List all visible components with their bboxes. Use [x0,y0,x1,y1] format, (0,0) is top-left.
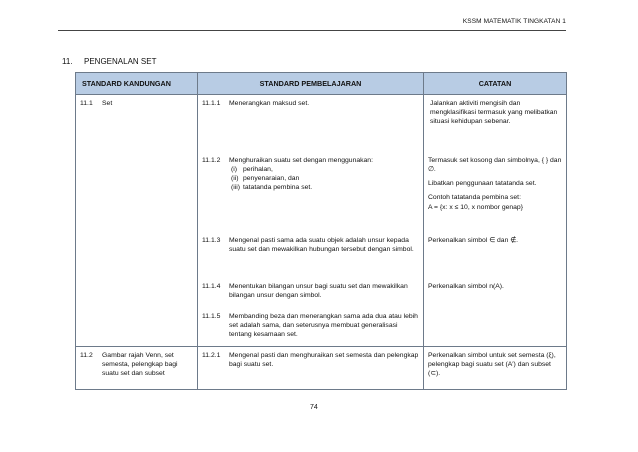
standard-text: Menghuraikan suatu set dengan menggunakan: [229,157,373,164]
catatan-cell [424,278,566,291]
running-header: KSSM MATEMATIK TINGKATAN 1 [462,18,566,25]
kandungan-cell [76,95,197,108]
note-text: Perkenalkan simbol untuk set semesta (ξ), pelengkap bagi suatu set (A′) dan subset (⊂). [428,352,556,377]
kandungan-cell [76,347,197,378]
sub-item: (i) perihalan, [231,166,273,173]
note-text: Contoh tatatanda pembina set: [428,194,521,201]
catatan-cell [424,347,566,378]
standard-text: Menentukan bilangan unsur bagi suatu set dan mewakilkan bilangan unsur dengan simbol. [229,283,408,299]
catatan-cell [424,232,566,245]
table-row [76,95,567,153]
standard-text: Menerangkan maksud set. [229,100,310,107]
section-heading [62,57,156,66]
kandungan-code: 11.1 [80,100,93,107]
note-text: Termasuk set kosong dan simbolnya, { } dan ∅. [428,157,562,173]
learning-standard [198,152,423,192]
sub-item: (ii) penyenaraian, dan [231,175,300,182]
curriculum-table [75,72,567,390]
table-row [76,347,567,390]
standard-text: Mengenal pasti sama ada suatu objek adalah unsur kepada suatu set dan mewakilkan hubungan tersebut dengan simbol. [229,237,414,253]
table-row [76,308,567,347]
catatan-cell [424,152,566,212]
learning-standard [198,278,423,300]
standard-code: 11.1.5 [202,313,221,320]
standard-code: 11.1.1 [202,100,221,107]
section-title: PENGENALAN SET [84,57,157,66]
note-text: A = {x: x ≤ 10, x nombor genap} [428,204,523,211]
header-rule [58,30,566,31]
page-number: 74 [310,404,318,411]
standard-text: Mengenal pasti dan menghuraikan set semesta dan pelengkap bagi suatu set. [229,352,419,368]
kandungan-text: Gambar rajah Venn, set semesta, pelengkap bagi suatu set dan subset [102,352,178,377]
table-header-row [76,73,567,95]
standard-text: Membanding beza dan menerangkan sama ada dua atau lebih set adalah sama, dan seterusnya membuat generalisasi tentang kesamaan set. [229,313,418,338]
learning-standard [198,308,423,339]
standard-code: 11.1.3 [202,237,221,244]
note-text: Perkenalkan simbol ∈ dan ∉. [428,237,519,244]
sub-item: (iii) tatatanda pembina set. [231,184,313,191]
column-header-kandungan: STANDARD KANDUNGAN [76,73,198,95]
kandungan-code: 11.2 [80,352,93,359]
learning-standard [198,232,423,254]
standard-code: 11.1.4 [202,283,221,290]
note-text: Jalankan aktiviti mengisih dan mengklasifikasi termasuk yang melibatkan situasi kehidupan sebenar. [430,100,558,125]
table-row [76,152,567,232]
note-text: Libatkan penggunaan tatatanda set. [428,180,537,187]
table-row [76,232,567,278]
kandungan-text: Set [102,100,113,107]
column-header-catatan: CATATAN [424,73,567,95]
learning-standard [198,95,423,108]
standard-code: 11.2.1 [202,352,221,359]
standard-code: 11.1.2 [202,157,221,164]
column-header-pembelajaran: STANDARD PEMBELAJARAN [198,73,424,95]
section-number: 11. [62,57,73,66]
learning-standard [198,347,423,369]
note-text: Perkenalkan simbol n(A). [428,283,504,290]
table-row [76,278,567,308]
catatan-cell [424,95,566,126]
